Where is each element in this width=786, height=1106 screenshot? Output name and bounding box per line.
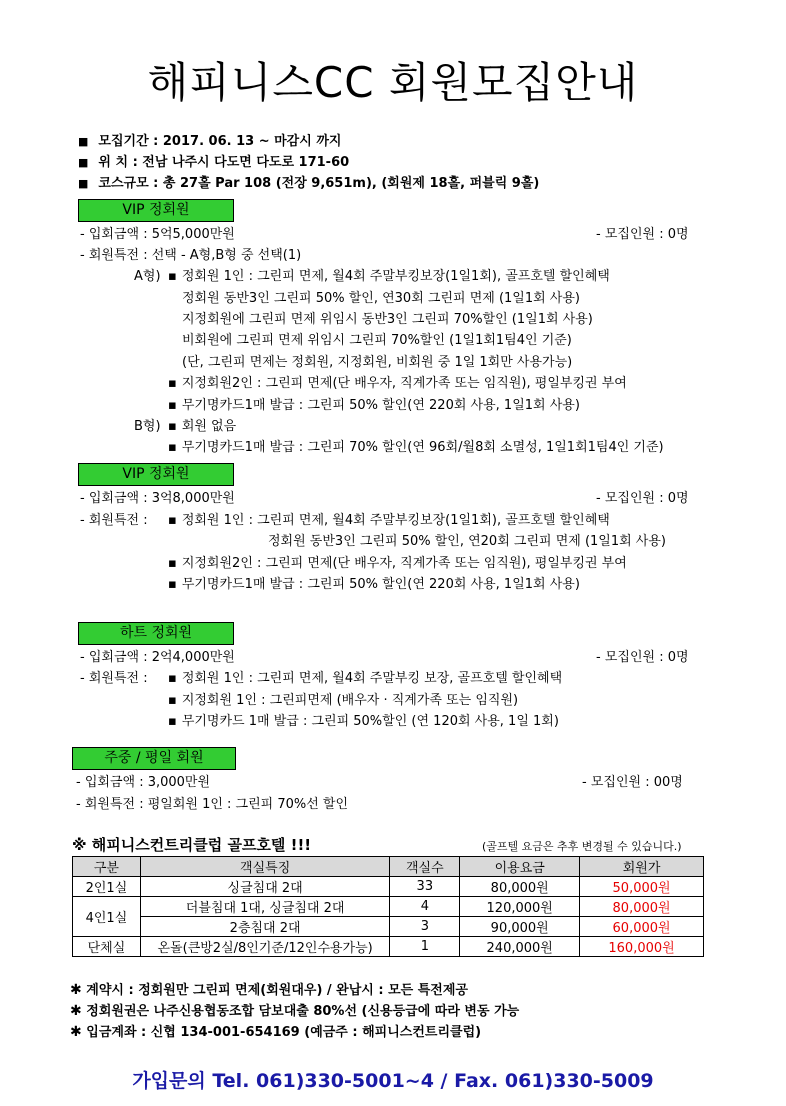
- vip2-quota: - 모집인원 : 0명: [596, 491, 689, 506]
- heart-header: 하트 정회원: [78, 622, 234, 645]
- vip1-b-line: ▪ 회원 없음: [168, 415, 236, 434]
- asterisk-icon: ✱: [70, 1024, 82, 1040]
- note-line: [70, 1000, 519, 1019]
- vip1-quota: - 모집인원 : 0명: [596, 227, 689, 242]
- vip1-b-line: ▪ 무기명카드1매 발급 : 그린피 70% 할인(연 96회/월8회 소멸성, 1일1회1팀4인 기준): [168, 436, 664, 455]
- room-feature: 온돌(큰방2실/8인기준/12인수용가능): [140, 937, 390, 957]
- heart-fee: - 입회금액 : 2억4,000만원: [80, 650, 235, 665]
- vip1-benefit: - 회원특전 : 선택 - A형,B형 중 선택(1): [80, 248, 302, 263]
- member-price: 60,000원: [580, 917, 704, 937]
- asterisk-icon: ✱: [70, 982, 82, 998]
- room-price: 80,000원: [460, 877, 580, 897]
- heart-line: ▪ 정회원 1인 : 그린피 면제, 월4회 주말부킹 보장, 골프호텔 할인혜택: [168, 667, 562, 686]
- note-text: 정회원권은 나주신용협동조합 담보대출 80%선 (신용등급에 따라 변동 가능: [86, 1004, 520, 1019]
- contact-info: 가입문의 Tel. 061)330-5001~4 / Fax. 061)330-5009: [132, 1070, 654, 1092]
- vip2-header: VIP 정회원: [78, 463, 234, 486]
- vip2-benefit-label: - 회원특전 :: [80, 513, 148, 528]
- room-feature: 더블침대 1대, 싱글침대 2대: [140, 897, 390, 917]
- vip2-fee: - 입회금액 : 3억8,000만원: [80, 491, 235, 506]
- table-row: [73, 877, 704, 897]
- vip2-line: ▪ 무기명카드1매 발급 : 그린피 50% 할인(연 220회 사용, 1일1회 사용): [168, 573, 580, 592]
- table-header: 회원가: [580, 857, 704, 877]
- room-feature: 2층침대 2대: [140, 917, 390, 937]
- hotel-title: ※ 해피니스컨트리클럽 골프호텔 !!!: [72, 836, 312, 854]
- course-scale: ■ 코스규모 : 총 27홀 Par 108 (전장 9,651m), (회원제 18홀, 퍼블릭 9홀): [78, 172, 539, 191]
- vip1-a-line: ▪ 지정회원2인 : 그린피 면제(단 배우자, 직계가족 또는 임직원), 평일부킹권 부여: [168, 372, 627, 391]
- vip1-a-line: 정회원 동반3인 그린피 50% 할인, 연30회 그린피 면제 (1일1회 사용): [182, 291, 580, 306]
- room-type: 2인1실: [73, 877, 141, 897]
- room-price: 120,000원: [460, 897, 580, 917]
- note-line: [70, 979, 468, 998]
- table-header: 객실수: [390, 857, 460, 877]
- weekday-fee: - 입회금액 : 3,000만원: [76, 775, 211, 790]
- room-count: 4: [390, 897, 460, 917]
- vip1-a-line: 비회원에 그린피 면제 위임시 그린피 70%할인 (1일1회1팀4인 기준): [182, 333, 572, 348]
- weekday-quota: - 모집인원 : 00명: [582, 775, 683, 790]
- note-text: 입금계좌 : 신협 134-001-654169 (예금주 : 해피니스컨트리클럽): [86, 1025, 482, 1040]
- asterisk-icon: ✱: [70, 1003, 82, 1019]
- heart-benefit-label: - 회원특전 :: [80, 671, 148, 686]
- table-row: [73, 937, 704, 957]
- vip2-line: ▪ 정회원 1인 : 그린피 면제, 월4회 주말부킹보장(1일1회), 골프호텔 할인혜택: [168, 509, 610, 528]
- weekday-benefit: - 회원특전 : 평일회원 1인 : 그린피 70%선 할인: [76, 797, 349, 812]
- weekday-header: 주중 / 평일 회원: [72, 747, 236, 770]
- table-row: [73, 897, 704, 917]
- page-title: 해피니스CC 회원모집안내: [147, 58, 639, 107]
- hotel-note: (골프텔 요금은 추후 변경될 수 있습니다.): [482, 840, 682, 853]
- vip1-a-line: 지정회원에 그린피 면제 위임시 동반3인 그린피 70%할인 (1일1회 사용): [182, 312, 593, 327]
- member-price: 80,000원: [580, 897, 704, 917]
- vip1-a-line: (단, 그린피 면제는 정회원, 지정회원, 비회원 중 1일 1회만 사용가능): [182, 355, 573, 370]
- vip1-a-line: ▪ 무기명카드1매 발급 : 그린피 50% 할인(연 220회 사용, 1일1회 사용): [168, 394, 580, 413]
- vip2-line: 정회원 동반3인 그린피 50% 할인, 연20회 그린피 면제 (1일1회 사용): [268, 534, 666, 549]
- member-price: 160,000원: [580, 937, 704, 957]
- room-count: 33: [390, 877, 460, 897]
- table-header: 구분: [73, 857, 141, 877]
- room-price: 240,000원: [460, 937, 580, 957]
- recruit-period: ■ 모집기간 : 2017. 06. 13 ~ 마감시 까지: [78, 130, 341, 149]
- table-header: 이용요금: [460, 857, 580, 877]
- note-line: [70, 1021, 481, 1040]
- room-feature: 싱글침대 2대: [140, 877, 390, 897]
- room-type: 4인1실: [73, 897, 141, 937]
- hotel-table: [72, 856, 704, 957]
- member-price: 50,000원: [580, 877, 704, 897]
- table-header: 객실특징: [140, 857, 390, 877]
- vip1-a-label: A형): [134, 269, 161, 284]
- vip1-a-line: ▪ 정회원 1인 : 그린피 면제, 월4회 주말부킹보장(1일1회), 골프호텔 할인혜택: [168, 265, 610, 284]
- heart-line: ▪ 무기명카드 1매 발급 : 그린피 50%할인 (연 120회 사용, 1일 1회): [168, 710, 559, 729]
- vip1-b-label: B형): [134, 419, 161, 434]
- room-type: 단체실: [73, 937, 141, 957]
- room-count: 1: [390, 937, 460, 957]
- vip1-header: VIP 정회원: [78, 199, 234, 222]
- table-header-row: [73, 857, 704, 877]
- note-text: 계약시 : 정회원만 그린피 면제(회원대우) / 완납시 : 모든 특전제공: [86, 983, 468, 998]
- heart-quota: - 모집인원 : 0명: [596, 650, 689, 665]
- room-count: 3: [390, 917, 460, 937]
- location: ■ 위 치 : 전남 나주시 다도면 다도로 171-60: [78, 151, 349, 170]
- room-price: 90,000원: [460, 917, 580, 937]
- table-row: [73, 917, 704, 937]
- heart-line: ▪ 지정회원 1인 : 그린피면제 (배우자 · 직계가족 또는 임직원): [168, 689, 518, 708]
- vip2-line: ▪ 지정회원2인 : 그린피 면제(단 배우자, 직계가족 또는 임직원), 평일부킹권 부여: [168, 552, 627, 571]
- vip1-fee: - 입회금액 : 5억5,000만원: [80, 227, 235, 242]
